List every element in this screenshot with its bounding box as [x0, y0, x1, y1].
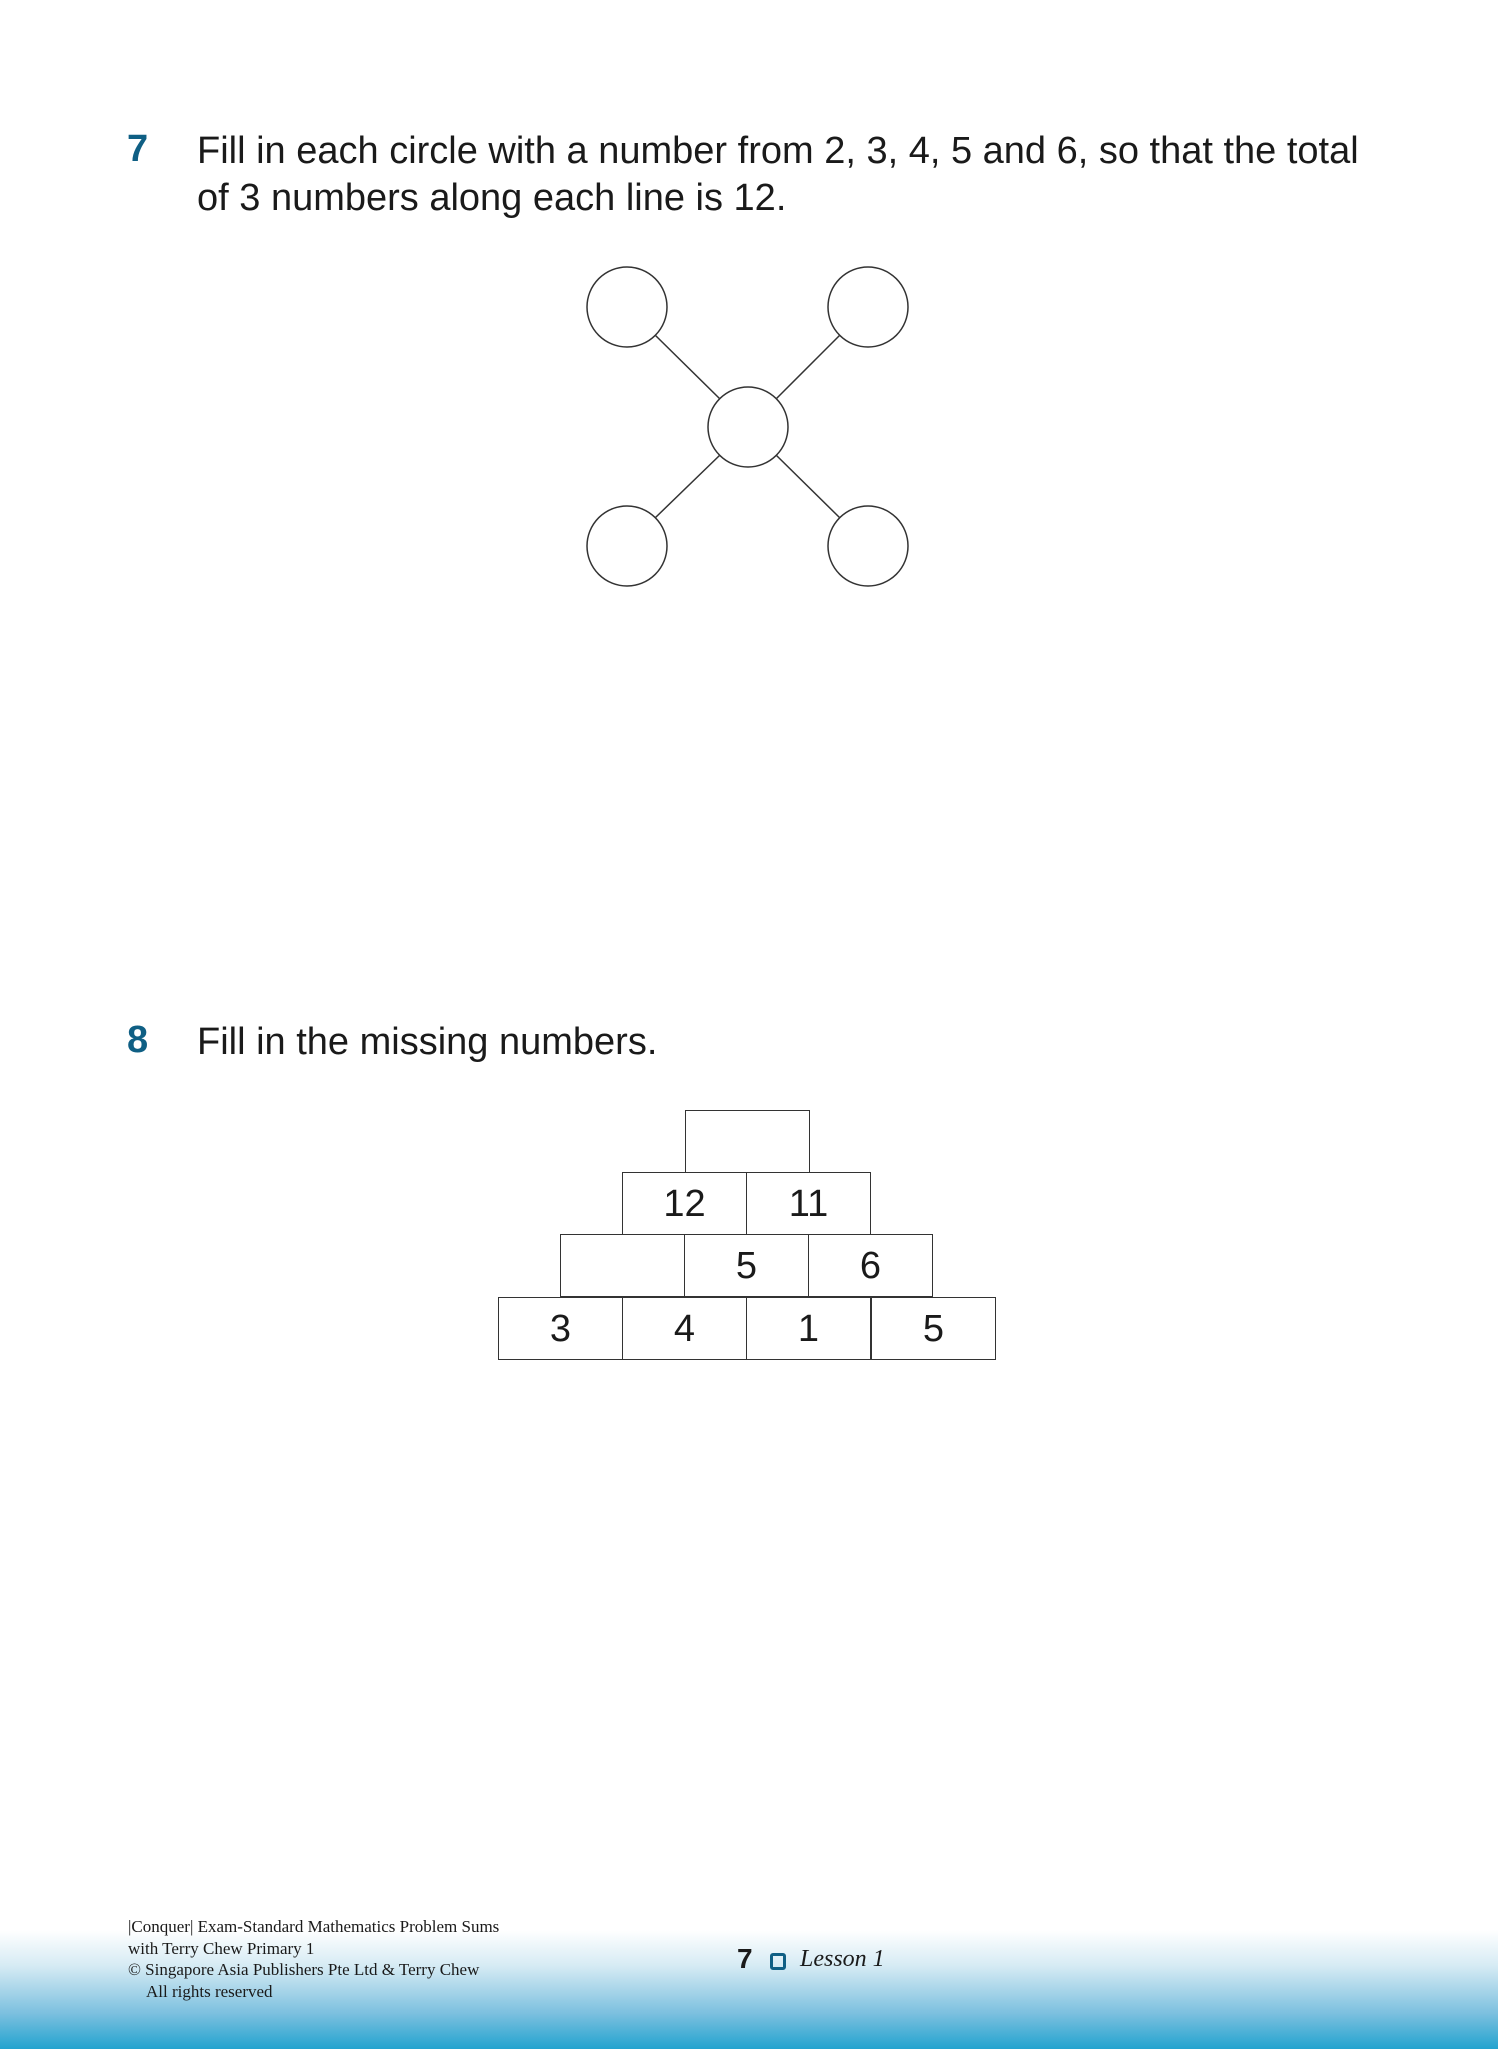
circle-cross-diagram	[0, 0, 1498, 700]
answer-circle-center[interactable]	[708, 387, 788, 467]
pyramid-cell-blank[interactable]	[560, 1234, 685, 1297]
answer-circle-top-left[interactable]	[587, 267, 667, 347]
diagonal-line	[776, 335, 840, 399]
footer-line: © Singapore Asia Publishers Pte Ltd & Terry Chew	[128, 1960, 480, 1979]
answer-circle-top-right[interactable]	[828, 267, 908, 347]
pyramid-cell: 3	[498, 1297, 623, 1360]
pyramid-cell: 12	[622, 1172, 747, 1235]
question-number-8: 8	[127, 1019, 149, 1061]
pyramid-cell: 4	[622, 1297, 747, 1360]
pyramid-cell: 5	[684, 1234, 809, 1297]
question-7-line-1: Fill in each circle with a number from 2, 3, 4, 5 and 6, so that the total	[197, 130, 1359, 172]
footer-line: |Conquer| Exam-Standard Mathematics Problem Sums	[128, 1917, 500, 1936]
question-7-line-2: of 3 numbers along each line is 12.	[197, 177, 787, 219]
footer-line: with Terry Chew Primary 1	[128, 1938, 315, 1958]
answer-circle-bottom-left[interactable]	[587, 506, 667, 586]
pyramid-cell: 11	[746, 1172, 871, 1235]
diagonal-line	[655, 455, 720, 518]
question-number-7: 7	[127, 128, 149, 170]
pyramid-cell: 5	[871, 1297, 996, 1360]
question-8-text: Fill in the missing numbers.	[197, 1021, 658, 1063]
diagonal-line	[776, 455, 840, 518]
pyramid-cell-blank[interactable]	[685, 1110, 810, 1173]
footer-copyright	[128, 1916, 499, 2002]
lesson-label: Lesson 1	[800, 1946, 885, 1972]
pyramid-cell: 1	[746, 1297, 871, 1360]
bullet-square-icon	[770, 1953, 786, 1970]
answer-circle-bottom-right[interactable]	[828, 506, 908, 586]
page-number: 7	[737, 1943, 753, 1974]
diagonal-line	[655, 335, 720, 399]
pyramid-cell: 6	[808, 1234, 933, 1297]
footer-line: All rights reserved	[146, 1981, 273, 2001]
